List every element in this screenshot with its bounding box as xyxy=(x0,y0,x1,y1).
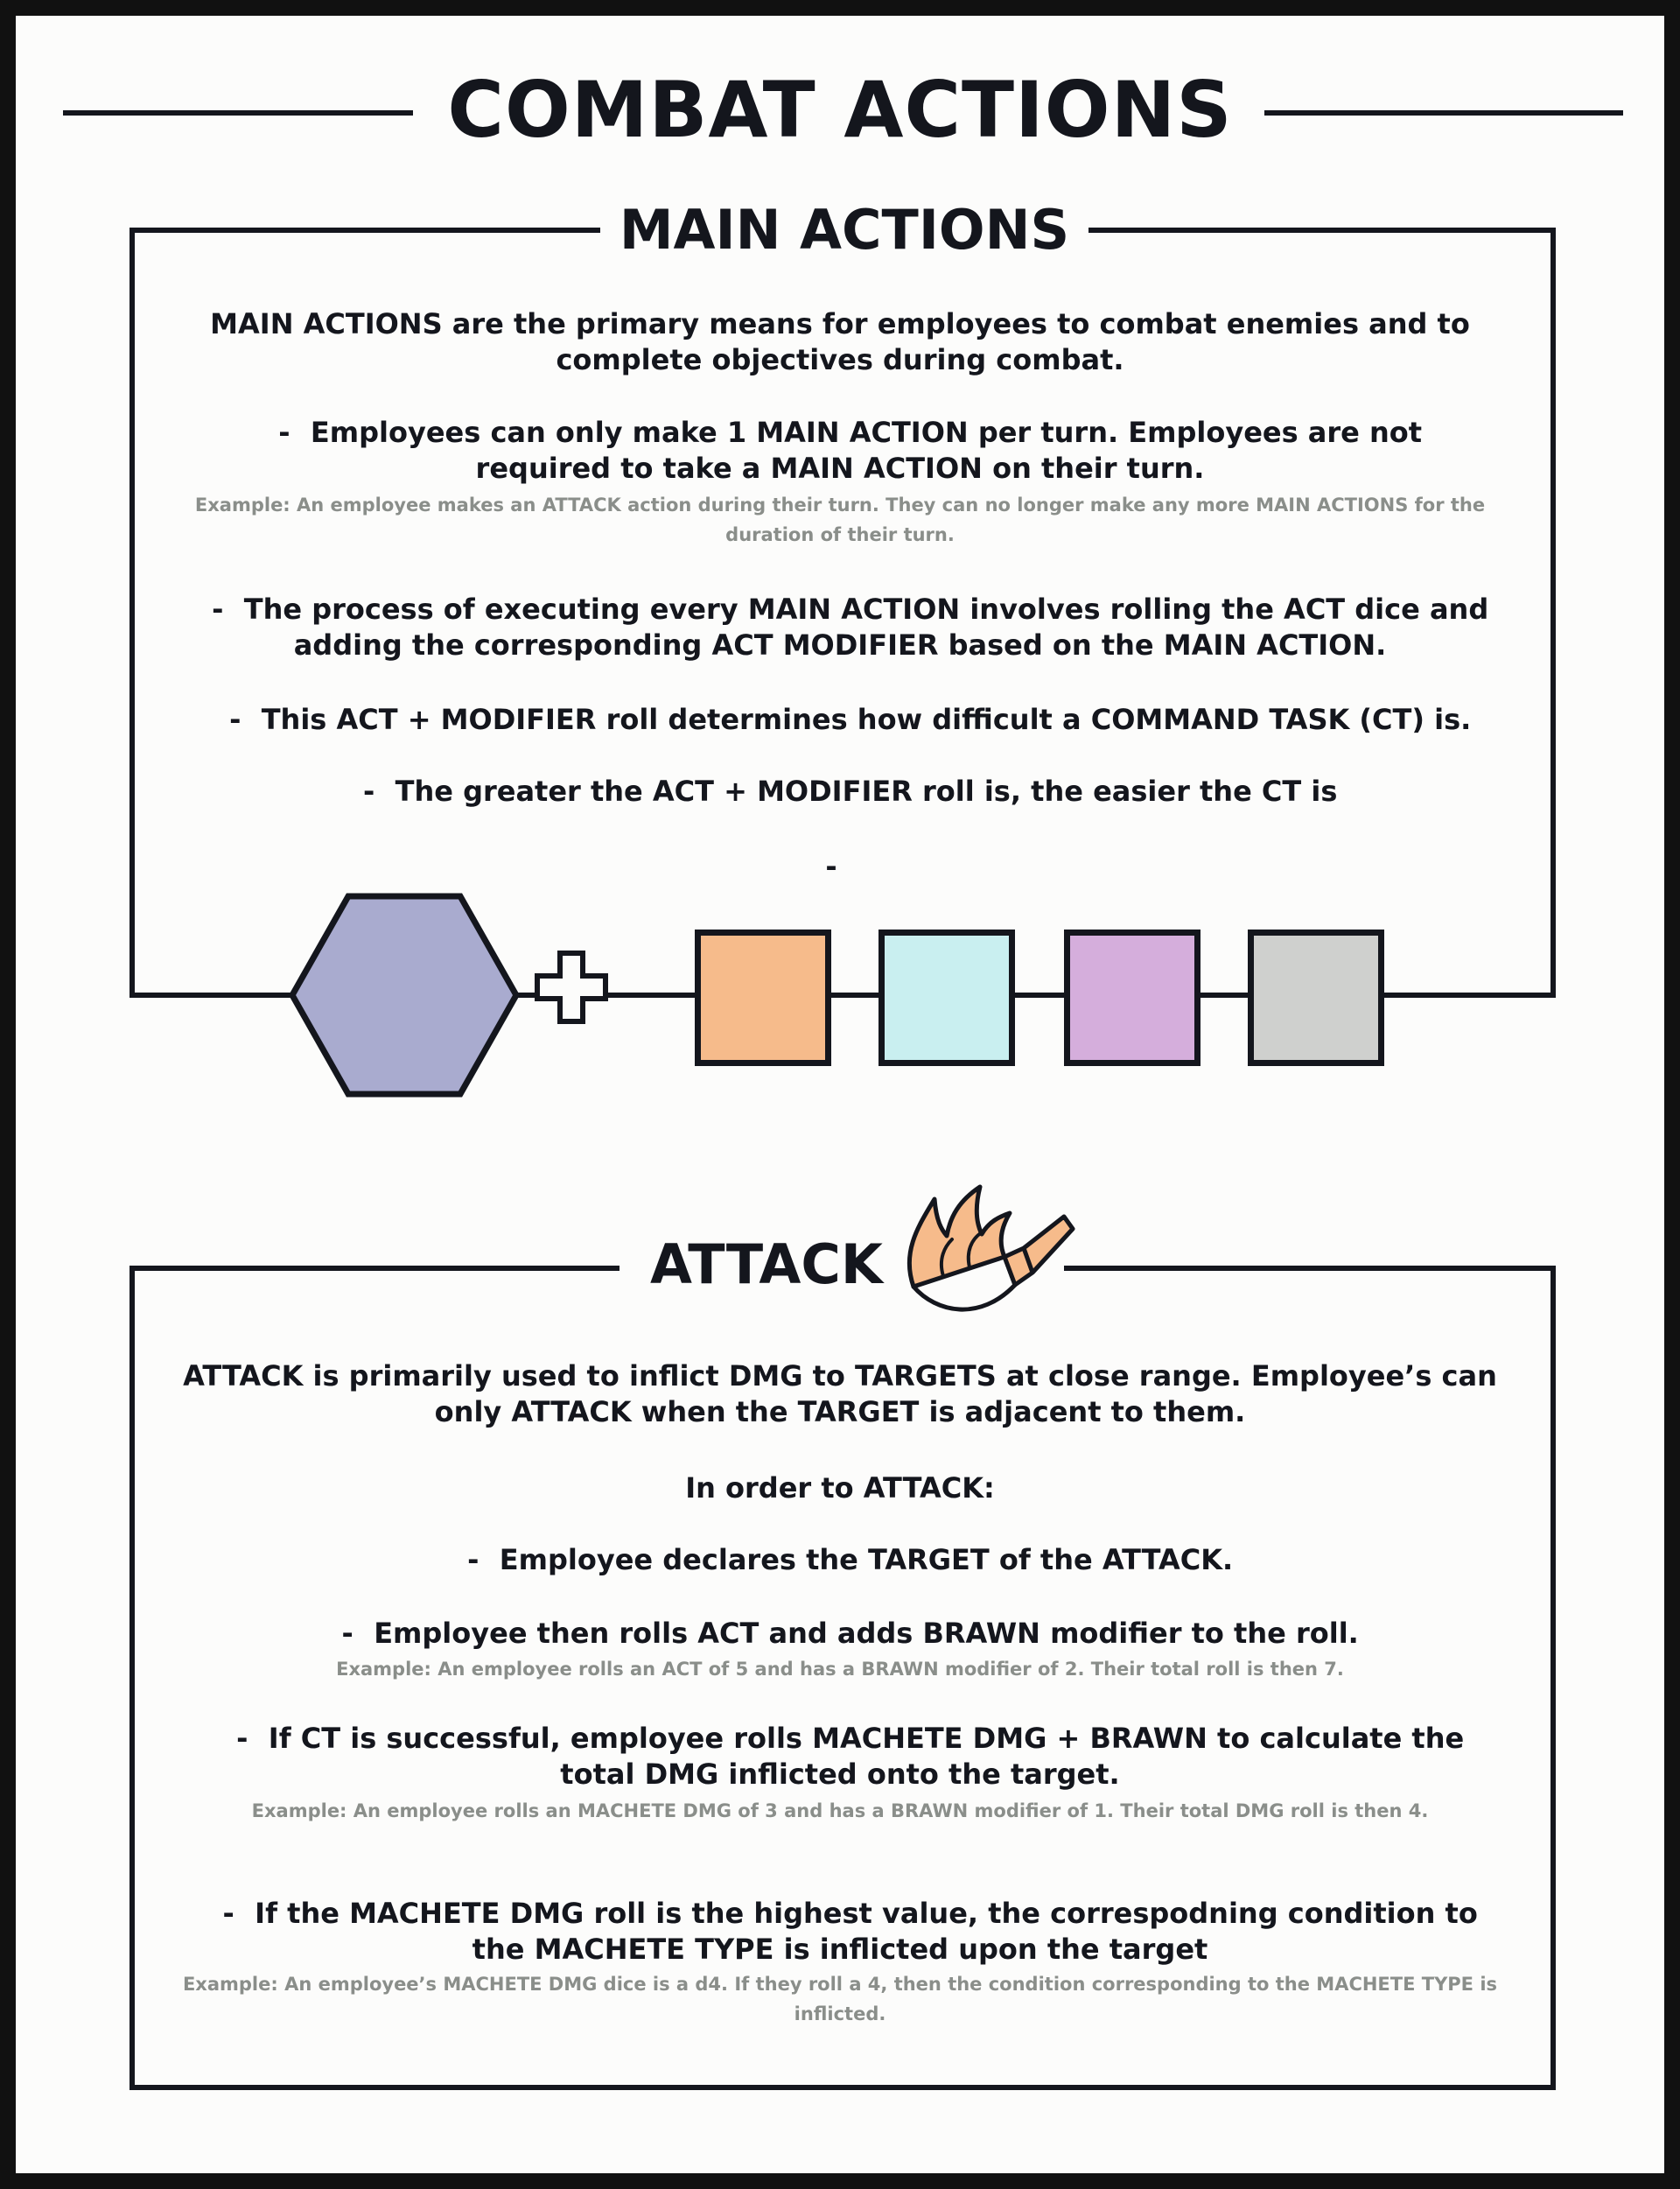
main-actions-heading: MAIN ACTIONS xyxy=(600,200,1088,261)
main-frame-right xyxy=(1550,228,1556,998)
main-bullet-4 xyxy=(175,774,1505,810)
main-bullet-4-text: The greater the ACT + MODIFIER roll is, the easier the CT is xyxy=(395,775,1338,808)
attack-example-2: Example: An employee rolls an ACT of 5 and has a BRAWN modifier of 2. Their total roll is then 7. xyxy=(336,1659,1344,1680)
bullet-dash: - xyxy=(222,1897,234,1930)
main-bullet-2-text: The process of executing every MAIN ACTION involves rolling the ACT dice and adding the corresponding ACT MODIFIER based on the MAIN ACTION. xyxy=(243,593,1489,662)
modifier-square-orange xyxy=(695,930,831,1066)
main-example-1: Example: An employee makes an ATTACK action during their turn. They can no longer make any more MAIN ACTIONS for the duration of their turn. xyxy=(194,495,1486,545)
modifier-square-purple xyxy=(1064,930,1200,1066)
bullet-dash: - xyxy=(362,775,375,808)
act-hexagon xyxy=(292,896,516,1094)
bullet-dash: - xyxy=(236,1722,248,1755)
attack-bullet-4-text: If the MACHETE DMG roll is the highest value, the correspodning condition to the MACHETE TYPE is inflicted upon the target xyxy=(255,1897,1478,1966)
attack-frame-top-right xyxy=(1064,1266,1556,1271)
main-actions-intro: MAIN ACTIONS are the primary means for employees to combat enemies and to complete objectives during combat. xyxy=(210,307,1470,376)
handle-shape xyxy=(1004,1217,1073,1285)
attack-bullet-2 xyxy=(175,1616,1505,1652)
main-bullet-2 xyxy=(175,592,1505,663)
main-bullet-3 xyxy=(131,702,1549,738)
main-frame-bottom-left xyxy=(130,993,296,998)
attack-example-3: Example: An employee rolls an MACHETE DMG of 3 and has a BRAWN modifier of 1. Their total DMG roll is then 4. xyxy=(251,1800,1429,1821)
modifier-square-gray xyxy=(1248,930,1384,1066)
attack-bullet-1-text: Employee declares the TARGET of the ATTACK. xyxy=(499,1543,1234,1576)
bullet-dash: - xyxy=(229,703,242,736)
plus-icon xyxy=(537,953,606,1021)
page-title: COMBAT ACTIONS xyxy=(447,65,1233,155)
act-dice-diagram xyxy=(280,884,1391,1120)
main-frame-bottom-right xyxy=(1377,993,1556,998)
attack-frame-left xyxy=(130,1266,135,2090)
main-frame-top-right xyxy=(1085,228,1556,233)
attack-frame-right xyxy=(1550,1266,1556,2090)
main-bullet-3-text: This ACT + MODIFIER roll determines how difficult a COMMAND TASK (CT) is. xyxy=(261,703,1472,736)
attack-heading: ATTACK xyxy=(623,1234,910,1295)
attack-intro: ATTACK is primarily used to inflict DMG to TARGETS at close range. Employee’s can only ATTACK when the TARGET is adjacent to them. xyxy=(183,1359,1497,1428)
attack-bullet-2-text: Employee then rolls ACT and adds BRAWN modifier to the roll. xyxy=(374,1617,1359,1650)
attack-frame-bottom xyxy=(130,2085,1556,2090)
attack-bullet-3 xyxy=(175,1721,1505,1793)
attack-bullet-3-text: If CT is successful, employee rolls MACHETE DMG + BRAWN to calculate the total DMG inflicted onto the target. xyxy=(268,1722,1465,1791)
stray-dash: - xyxy=(825,850,837,883)
attack-frame-top-left xyxy=(130,1266,620,1271)
attack-bullet-4 xyxy=(175,1896,1505,1968)
attack-example-4: Example: An employee’s MACHETE DMG dice is a d4. If they roll a 4, then the condition corresponding to the MACHETE TYPE is inflicted. xyxy=(182,1974,1498,2024)
main-bullet-1-text: Employees can only make 1 MAIN ACTION per turn. Employees are not required to take a MAIN ACTION on their turn. xyxy=(310,416,1423,485)
main-bullet-1 xyxy=(210,415,1470,487)
attack-order: In order to ATTACK: xyxy=(685,1471,995,1505)
attack-bullet-1 xyxy=(175,1542,1505,1578)
machete-fire-icon xyxy=(901,1182,1076,1322)
main-frame-left xyxy=(130,228,135,998)
bullet-dash: - xyxy=(467,1543,480,1576)
bullet-dash: - xyxy=(341,1617,354,1650)
bullet-dash: - xyxy=(278,416,290,449)
bullet-dash: - xyxy=(212,593,224,626)
modifier-square-cyan xyxy=(878,930,1015,1066)
main-frame-top-left xyxy=(130,228,602,233)
